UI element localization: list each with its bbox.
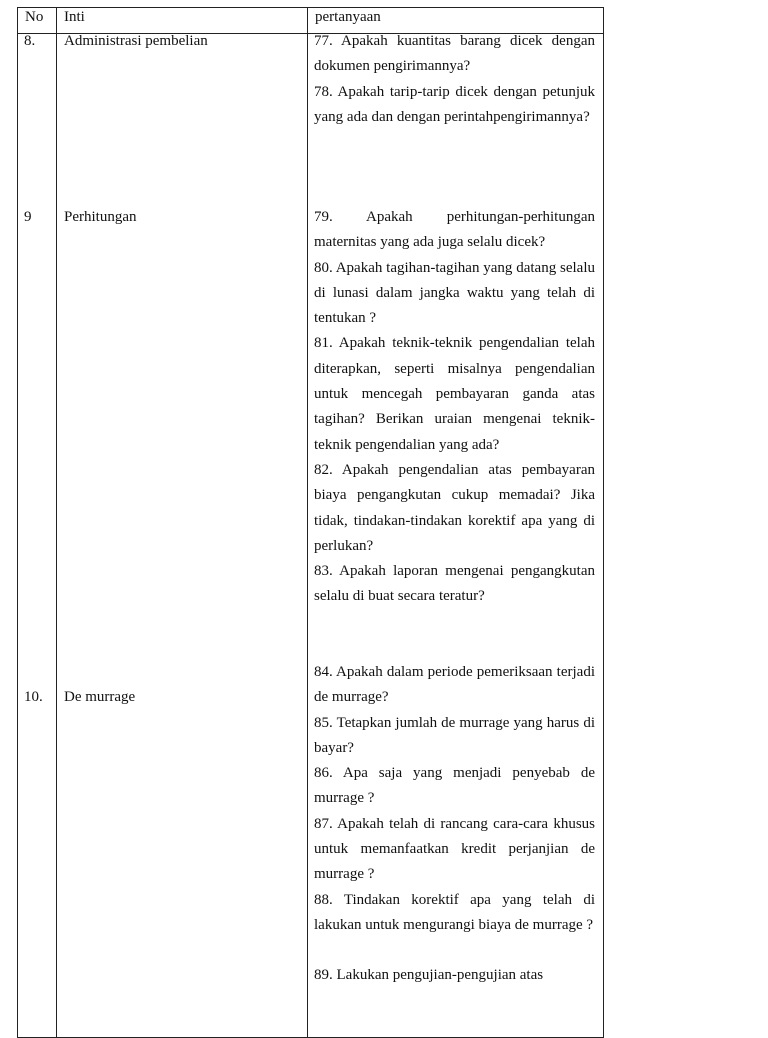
- no-column: [18, 34, 57, 1038]
- question-88: 88. Tindakan korektif apa yang telah di lakukan untuk mengurangi biaya de murrage ?: [314, 891, 595, 933]
- question-84: 84. Apakah dalam periode pemeriksaan terjadi de murrage?: [314, 664, 595, 706]
- question-79: 79. Apakah perhitungan-perhitungan maternitas yang ada juga selalu dicek?: [314, 209, 595, 251]
- row-10-no: 10.: [24, 689, 43, 705]
- inti-column: [57, 34, 308, 1038]
- row-8-inti: Administrasi pembelian: [64, 33, 208, 49]
- question-86: 86. Apa saja yang menjadi penyebab de murrage ?: [314, 765, 595, 807]
- row-10-questions: [314, 660, 595, 989]
- header-inti: Inti: [57, 8, 308, 34]
- question-85: 85. Tetapkan jumlah de murrage yang harus di bayar?: [314, 714, 595, 756]
- row-8-questions: [314, 29, 595, 130]
- question-87: 87. Apakah telah di rancang cara-cara khusus untuk memanfaatkan kredit perjanjian de murrage ?: [314, 815, 595, 883]
- question-77: 77. Apakah kuantitas barang dicek dengan dokumen pengirimannya?: [314, 33, 595, 75]
- question-89: 89. Lakukan pengujian-pengujian atas: [314, 967, 544, 984]
- question-82: 82. Apakah pengendalian atas pembayaran biaya pengangkutan cukup memadai? Jika tidak, tindakan-tindakan korektif apa yang di perlukan?: [314, 461, 595, 554]
- row-9-questions: [314, 205, 595, 610]
- row-8-no: 8.: [24, 33, 36, 49]
- question-78: 78. Apakah tarip-tarip dicek dengan petunjuk yang ada dan dengan perintahpengirimannya?: [314, 83, 595, 125]
- question-80: 80. Apakah tagihan-tagihan yang datang selalu di lunasi dalam jangka waktu yang telah di tentukan ?: [314, 259, 595, 327]
- header-pertanyaan: pertanyaan: [308, 8, 604, 34]
- row-10-inti: De murrage: [64, 689, 136, 705]
- header-no: No: [18, 8, 57, 34]
- row-9-no: 9: [24, 209, 32, 225]
- question-81: 81. Apakah teknik-teknik pengendalian telah diterapkan, seperti misalnya pengendalian untuk mencegah pembayaran ganda atas tagihan? Berikan uraian mengenai teknik-teknik pengendalian yang ada?: [314, 335, 595, 453]
- question-83: 83. Apakah laporan mengenai pengangkutan selalu di buat secara teratur?: [314, 563, 595, 605]
- row-9-inti: Perhitungan: [64, 209, 137, 225]
